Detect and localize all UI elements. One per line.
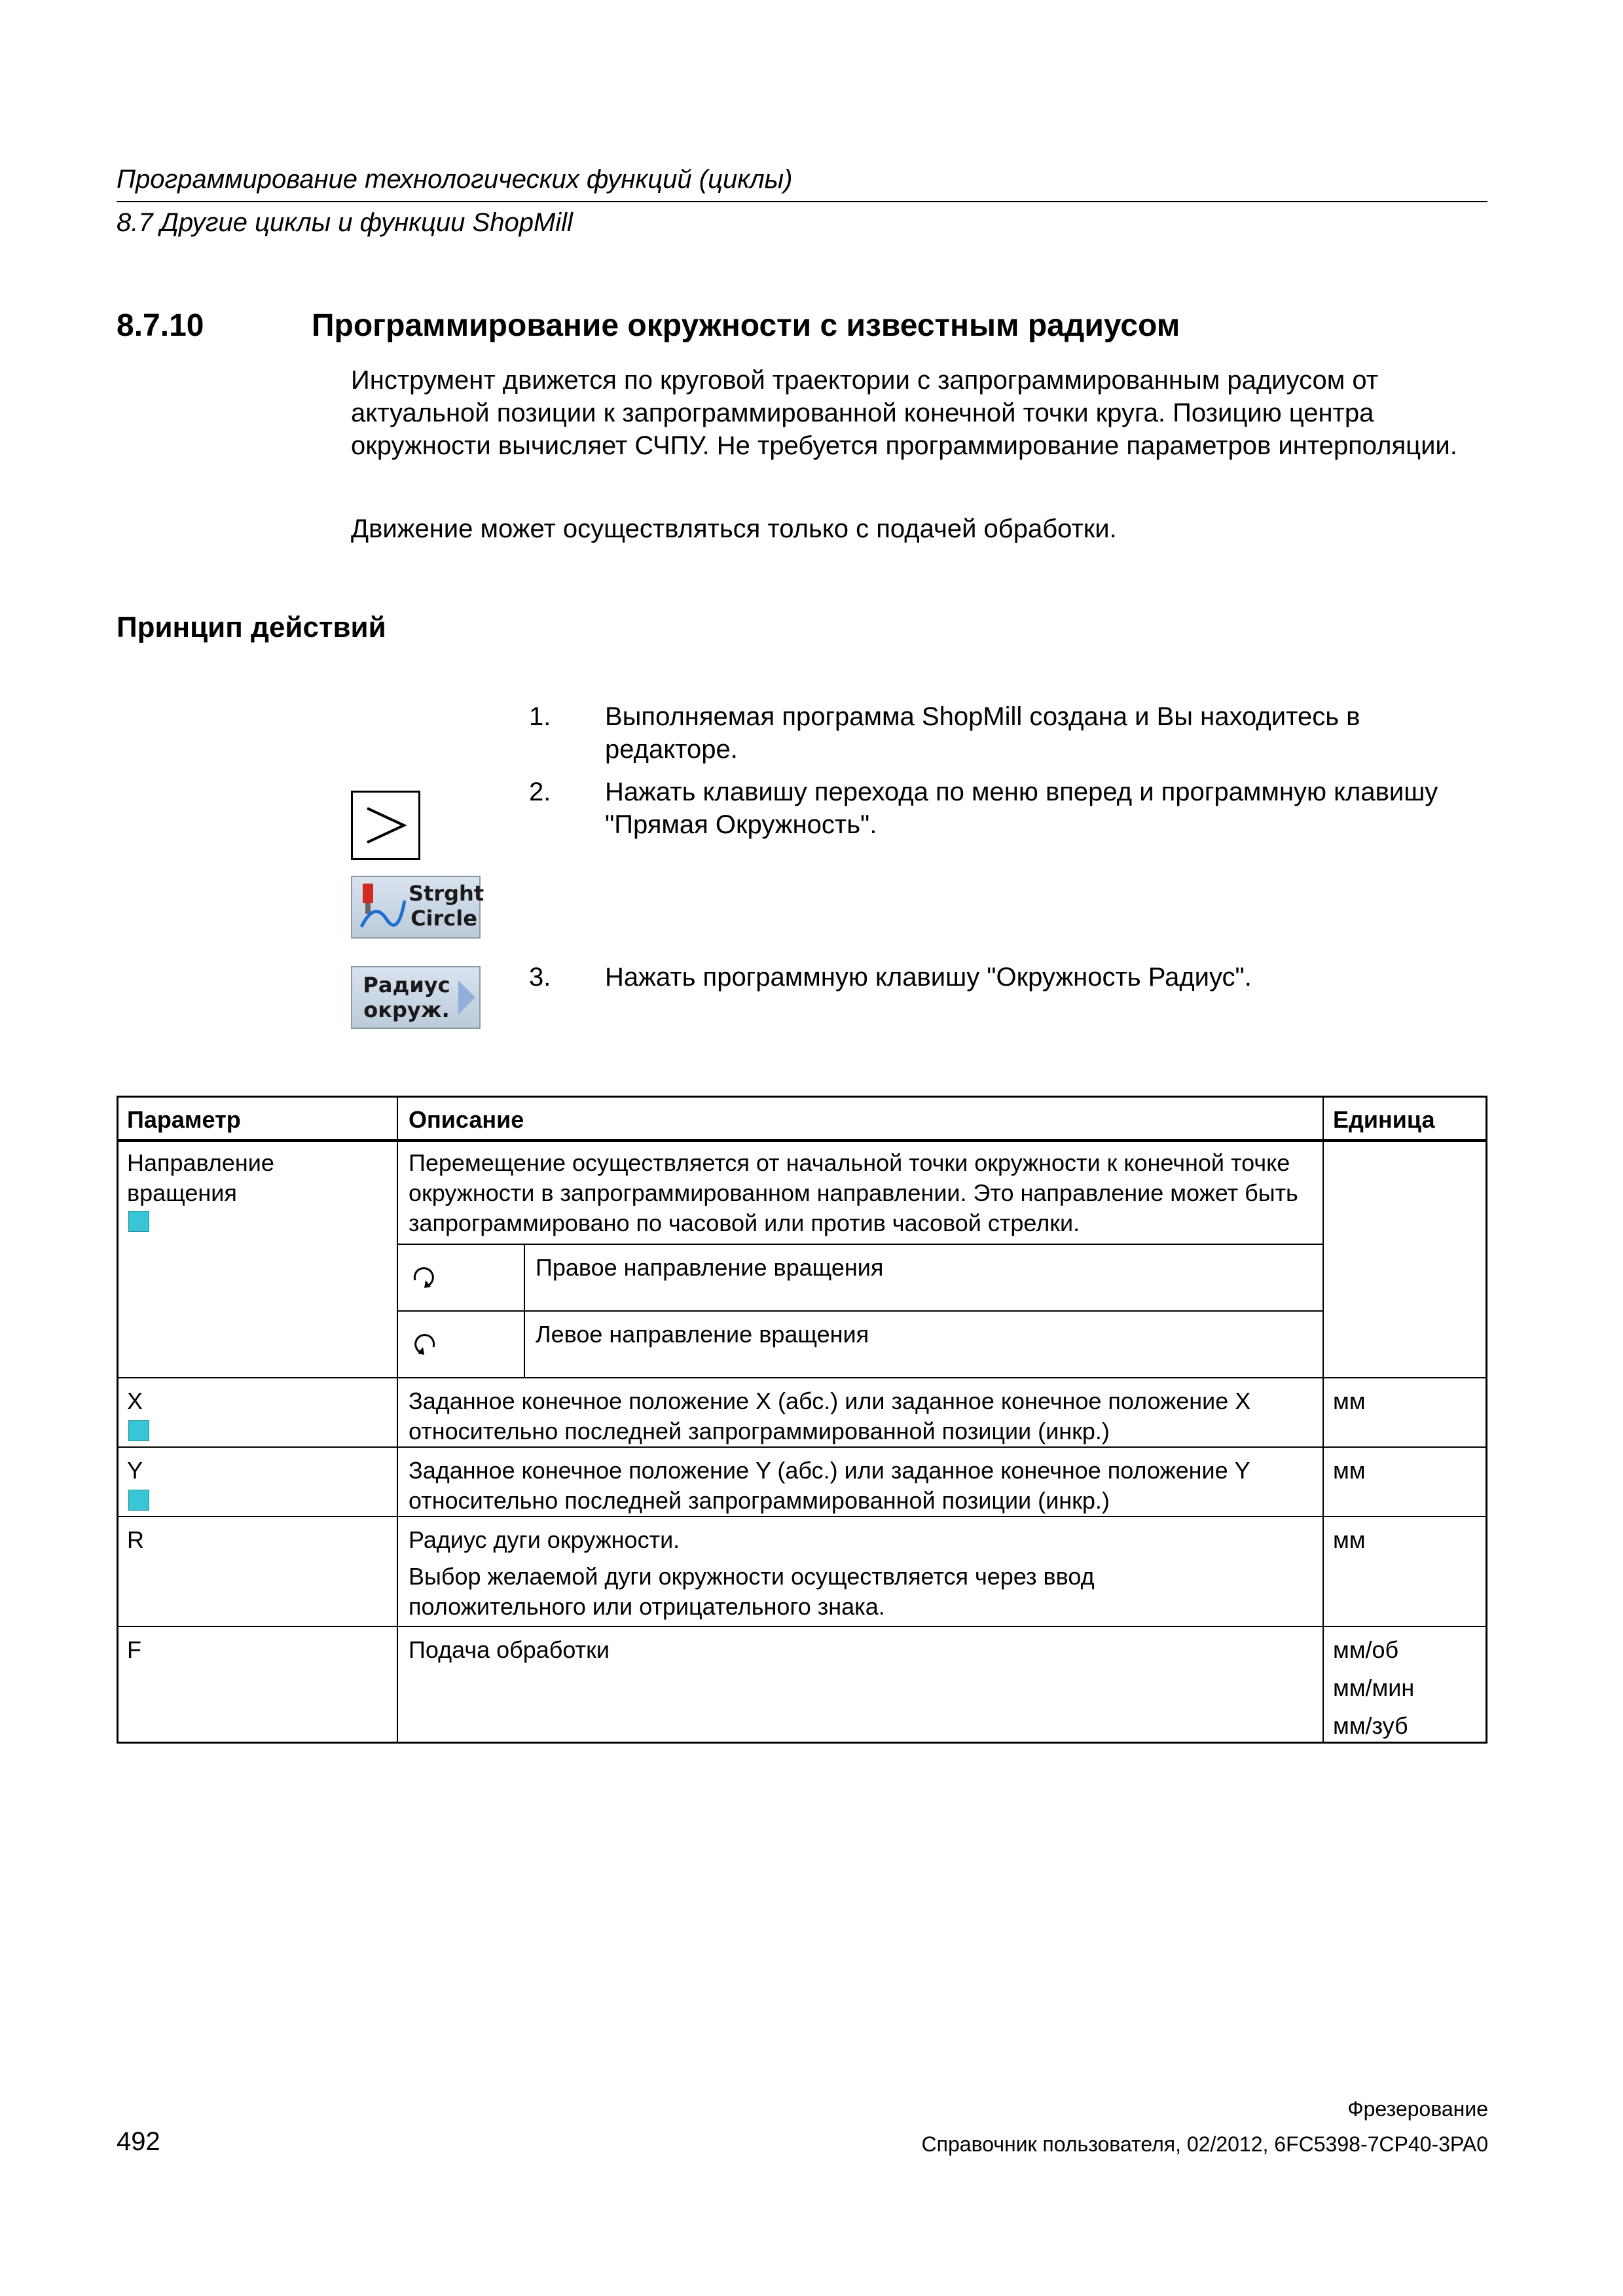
clockwise-label: Правое направление вращения	[536, 1254, 884, 1281]
column-header-desc: Описание	[409, 1106, 524, 1133]
param-name: Y	[127, 1457, 143, 1484]
section-title: Программирование окружности с известным радиусом	[312, 308, 1180, 343]
parameter-toggle-icon	[128, 1211, 149, 1232]
intro-paragraph: Инструмент движется по круговой траектории с запрограммированным радиусом от актуальной позиции к запрограммированной конечной точки круга. Позицию центра окружности вычисляет СЧПУ. Не требуется программирование параметров интерполяции.	[351, 366, 1457, 460]
parameter-table	[117, 1096, 1487, 1744]
counterclockwise-label: Левое направление вращения	[536, 1321, 869, 1348]
intro-paragraph-2: Движение может осуществляться только с подачей обработки.	[351, 514, 1117, 543]
param-unit: мм/мин	[1333, 1674, 1415, 1701]
param-description: Радиус дуги окружности.	[409, 1526, 680, 1553]
header-rule	[117, 201, 1487, 202]
param-name: X	[127, 1388, 143, 1414]
radius-circle-label: Радиус окруж.	[363, 973, 450, 1022]
row-divider	[117, 1626, 1487, 1627]
subtable-divider	[524, 1244, 525, 1377]
column-divider	[397, 1096, 398, 1744]
step-number: 2.	[529, 778, 551, 806]
table-border-top	[117, 1096, 1487, 1098]
column-header-param: Параметр	[127, 1106, 241, 1133]
step-number: 1.	[529, 702, 551, 731]
section-number: 8.7.10	[117, 308, 204, 343]
parameter-toggle-icon	[128, 1490, 149, 1511]
straight-circle-softkey[interactable]	[351, 876, 484, 939]
param-description: Заданное конечное положение X (абс.) или заданное конечное положение X относительно последней запрограммированной позиции (инкр.)	[409, 1388, 1251, 1444]
subtable-rule	[397, 1310, 1322, 1312]
step-number: 3.	[529, 963, 551, 992]
param-description: Перемещение осуществляется от начальной точки окружности к конечной точке окружности в запрограммированном направлении. Это направление может быть запрограммировано по часовой или против часовой стрелки.	[409, 1149, 1298, 1236]
row-divider	[117, 1516, 1487, 1517]
parameter-toggle-icon	[128, 1420, 149, 1441]
param-name: Направление вращения	[127, 1149, 274, 1206]
param-unit: мм	[1333, 1388, 1366, 1414]
param-description: Заданное конечное положение Y (абс.) или заданное конечное положение Y относительно последней запрограммированной позиции (инкр.)	[409, 1457, 1250, 1514]
step-text: Нажать клавишу перехода по меню вперед и программную клавишу "Прямая Окружность".	[605, 778, 1438, 839]
param-unit: мм	[1333, 1457, 1366, 1484]
footer-manual-title: Фрезерование	[1347, 2097, 1488, 2121]
header-rule	[117, 1139, 1487, 1142]
page-number: 492	[117, 2127, 160, 2156]
param-name: R	[127, 1526, 144, 1553]
column-header-unit: Единица	[1333, 1106, 1435, 1133]
param-unit: мм/об	[1333, 1636, 1399, 1663]
principle-heading: Принцип действий	[117, 611, 386, 643]
row-divider	[117, 1446, 1487, 1448]
radius-circle-softkey[interactable]	[351, 966, 481, 1029]
param-description-note: Выбор желаемой дуги окружности осуществляется через ввод положительного или отрицательного знака.	[409, 1563, 1095, 1620]
straight-circle-label: Strght Circle	[409, 881, 484, 931]
table-border-left	[117, 1096, 119, 1744]
column-divider	[1322, 1096, 1324, 1744]
subtable-rule	[397, 1244, 1322, 1245]
counterclockwise-icon	[409, 1327, 440, 1359]
param-name: F	[127, 1636, 141, 1663]
table-border-bottom	[117, 1742, 1487, 1744]
table-border-right	[1486, 1096, 1487, 1744]
step-text: Выполняемая программа ShopMill создана и Вы находитесь в редакторе.	[605, 702, 1360, 764]
param-unit: мм/зуб	[1333, 1712, 1408, 1739]
menu-forward-key[interactable]	[351, 791, 420, 860]
arrow-right-icon	[457, 978, 477, 1017]
mill-tool-icon	[356, 881, 407, 933]
param-unit: мм	[1333, 1526, 1366, 1553]
step-text: Нажать программную клавишу "Окружность Радиус".	[605, 963, 1252, 992]
footer-document-id: Справочник пользователя, 02/2012, 6FC5398-7CP40-3PA0	[921, 2132, 1488, 2156]
menu-forward-icon	[353, 793, 418, 858]
running-header-chapter: Программирование технологических функций (циклы)	[117, 165, 793, 194]
param-description: Подача обработки	[409, 1636, 610, 1663]
running-header-section: 8.7 Другие циклы и функции ShopMill	[117, 208, 573, 237]
row-divider	[117, 1377, 1487, 1378]
clockwise-icon	[409, 1261, 440, 1292]
